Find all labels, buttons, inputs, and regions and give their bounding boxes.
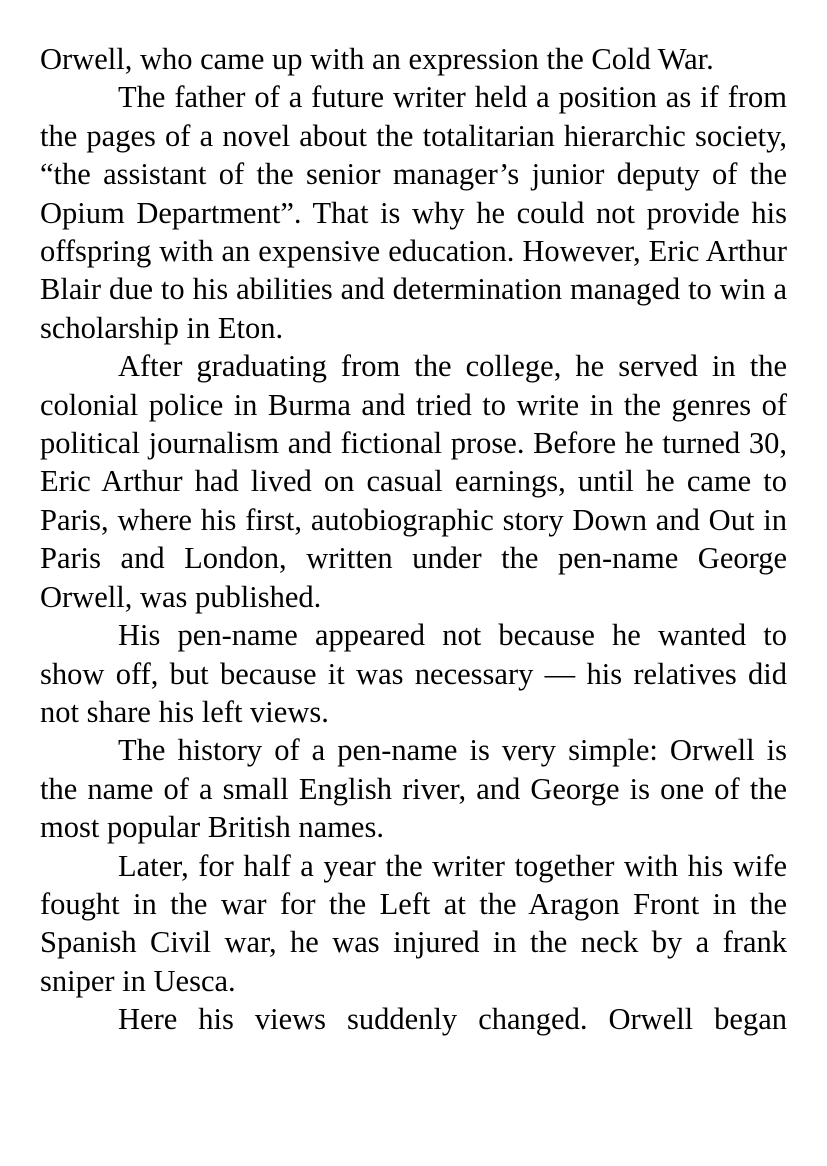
paragraph-continued: Orwell, who came up with an expression the Cold War. (40, 42, 714, 76)
paragraph-pen-name-history: The history of a pen-name is very simple: Orwell is the name of a small English river, and George is one of the most popular British names. (40, 733, 787, 845)
paragraph-spanish-civil-war: Later, for half a year the writer together with his wife fought in the war for the Left at the Aragon Front in the Spanish Civil war, he was injured in the neck by a frank sniper in Uesca. (40, 848, 787, 998)
paragraph-pen-name-reason: His pen-name appeared not because he wanted to show off, but because it was necessary — his relatives did not share his left views. (40, 618, 787, 729)
paragraph-after-college: After graduating from the college, he served in the colonial police in Burma and tried to write in the genres of political journalism and fictional prose. Before he turned 30, Eric Arthur had lived on casual earnings, until he came to Paris, where his first, autobiographic story Down and Out in Paris and London, written under the pen-name George Orwell, was published. (40, 349, 787, 614)
paragraph-father-position: The father of a future writer held a position as if from the pages of a novel about the totalitarian hierarchic society, “the assistant of the senior manager’s junior deputy of the Opium Department”. That is why he could not provide his offspring with an expensive education. However, Eric Arthur Blair due to his abilities and determination managed to win a scholarship in Eton. (40, 80, 787, 345)
paragraph-views-changed: Here his views suddenly changed. Orwell began (118, 1002, 787, 1037)
document-page (40, 40, 787, 1039)
